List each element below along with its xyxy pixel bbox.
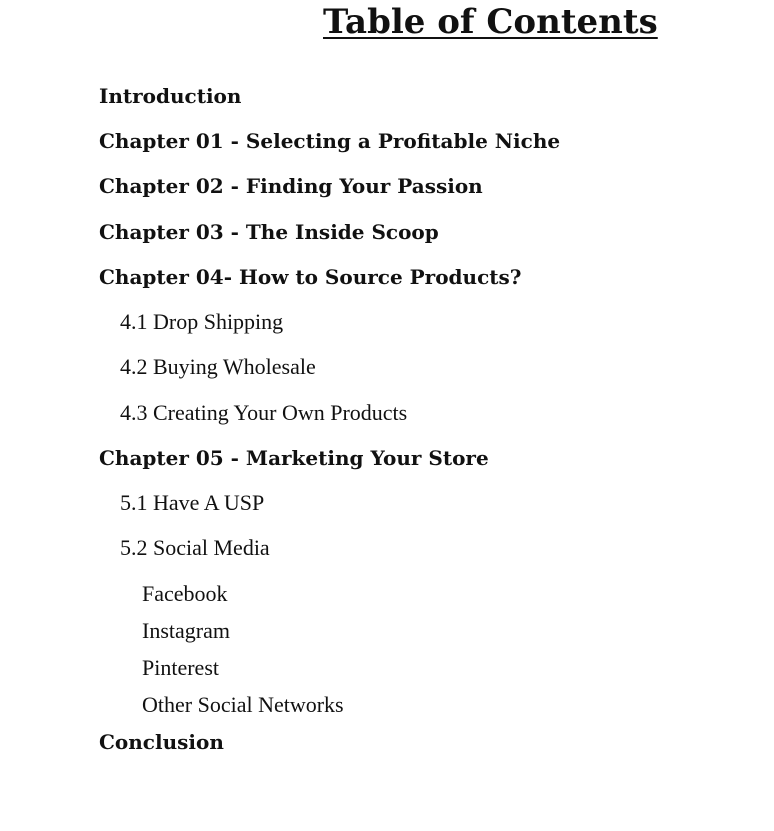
toc-entry-4-2[interactable]: 4.2 Buying Wholesale: [120, 354, 316, 379]
toc-entry-introduction[interactable]: Introduction: [99, 84, 242, 108]
toc-entry-5-1[interactable]: 5.1 Have A USP: [120, 490, 265, 515]
toc-entry-chapter-02[interactable]: Chapter 02 - Finding Your Passion: [99, 174, 483, 198]
toc-entry-conclusion[interactable]: Conclusion: [99, 730, 224, 754]
toc-entry-pinterest[interactable]: Pinterest: [142, 655, 219, 680]
toc-entry-5-2[interactable]: 5.2 Social Media: [120, 535, 270, 560]
toc-entry-instagram[interactable]: Instagram: [142, 618, 230, 643]
toc-entry-facebook[interactable]: Facebook: [142, 581, 228, 606]
toc-entry-chapter-03[interactable]: Chapter 03 - The Inside Scoop: [99, 220, 439, 244]
toc-entry-4-3[interactable]: 4.3 Creating Your Own Products: [120, 400, 408, 425]
toc-entry-chapter-04[interactable]: Chapter 04- How to Source Products?: [99, 265, 522, 289]
toc-entry-4-1[interactable]: 4.1 Drop Shipping: [120, 309, 284, 334]
page-title: Table of Contents: [323, 2, 658, 42]
toc-entry-other-social[interactable]: Other Social Networks: [142, 692, 344, 717]
toc-entry-chapter-01[interactable]: Chapter 01 - Selecting a Profitable Niche: [99, 129, 561, 153]
toc-entry-chapter-05[interactable]: Chapter 05 - Marketing Your Store: [99, 446, 489, 470]
